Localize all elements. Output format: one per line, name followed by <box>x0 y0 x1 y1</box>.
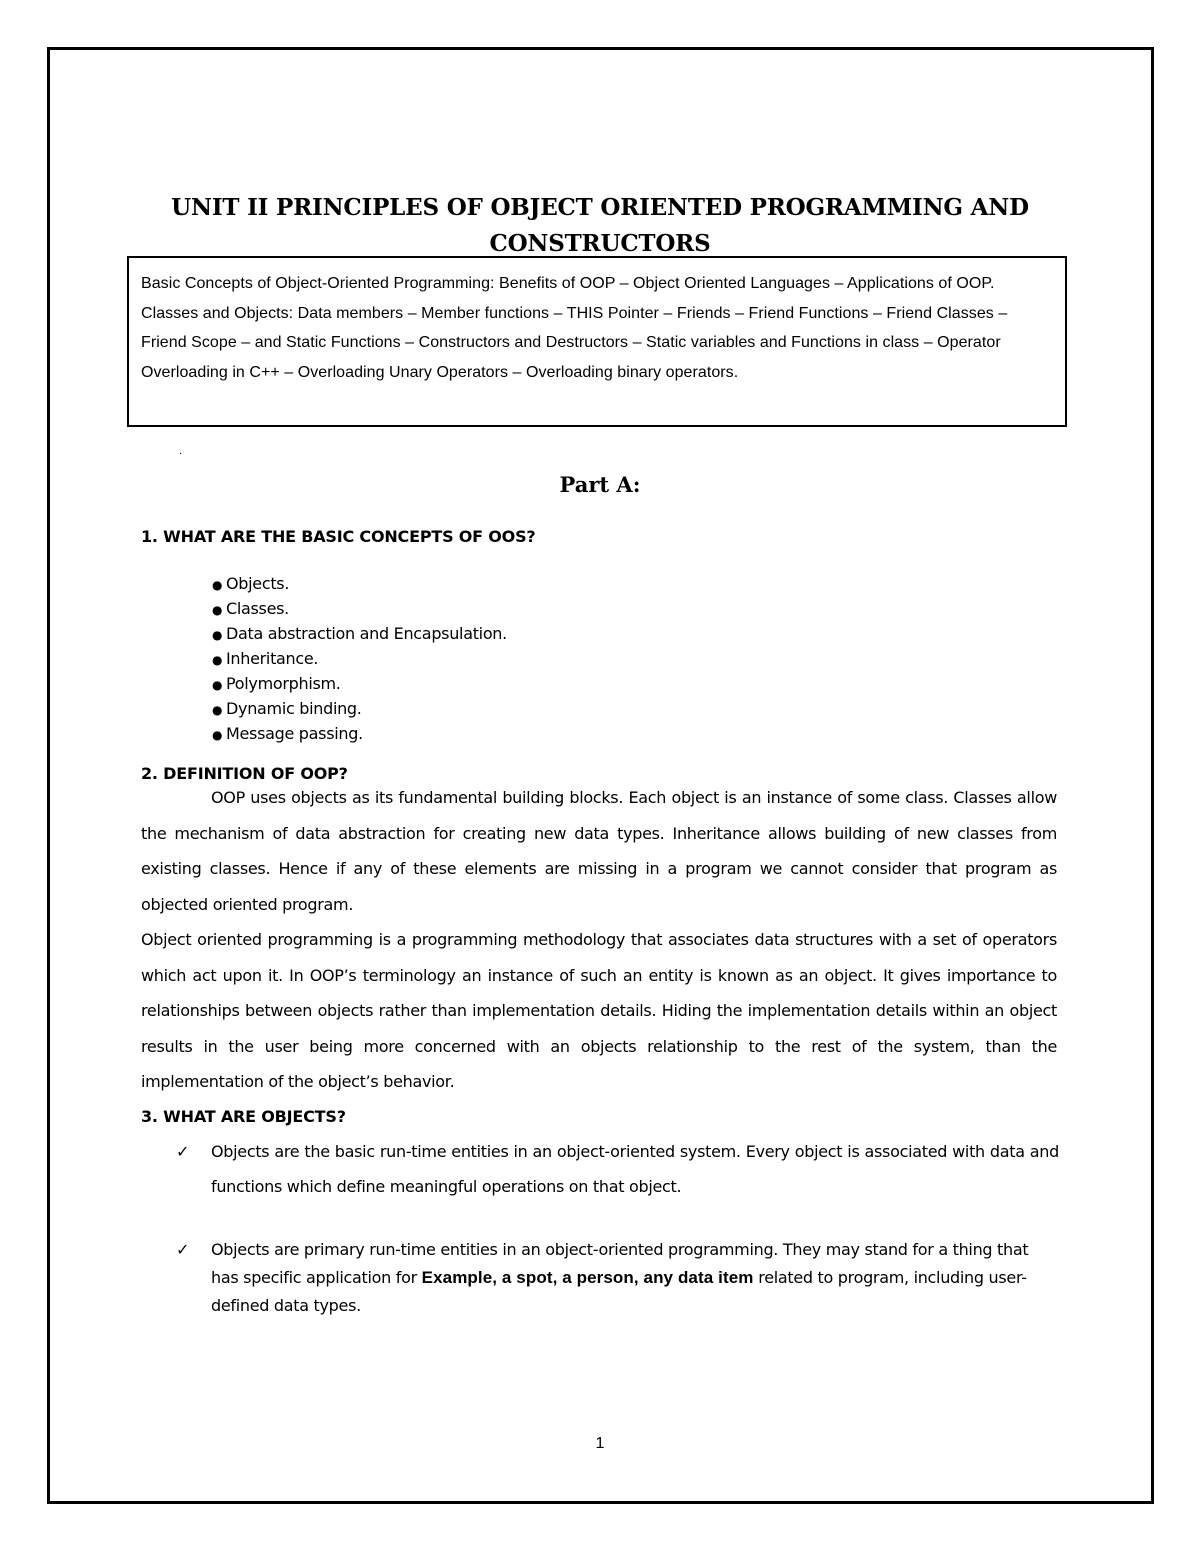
bullet-icon: ● <box>212 603 223 617</box>
bullet-icon: ● <box>212 653 223 667</box>
part-heading: Part A: <box>559 472 641 497</box>
list-item <box>212 647 507 672</box>
list-item-text: Polymorphism. <box>226 674 341 693</box>
question-2-heading: 2. DEFINITION OF OOP? <box>141 764 348 783</box>
bullet-icon: ● <box>212 578 223 592</box>
bullet-icon: ● <box>212 703 223 717</box>
objects-point-2-text-start: Objects are primary run-time entities in an object-oriented programming. They may stand for a thing that has specific application for <box>211 1240 1029 1287</box>
objects-point-2-text-end: related to program, including user-defined data types. <box>211 1268 1027 1315</box>
list-item-text: Data abstraction and Encapsulation. <box>226 624 507 643</box>
bullet-icon: ● <box>212 678 223 692</box>
list-item <box>212 722 507 747</box>
oop-definition-paragraph-1: OOP uses objects as its fundamental building blocks. Each object is an instance of some class. Classes allow the mechanism of data abstraction for creating new data types. Inheritance allows building of new classes from existing classes. Hence if any of these elements are missing in a program we cannot consider that program as objected oriented program. <box>141 788 1057 914</box>
syllabus-box: Basic Concepts of Object-Oriented Programming: Benefits of OOP – Object Oriented Languages – Applications of OOP. Classes and Objects: Data members – Member functions – THIS Pointer – Friends – Friend Functions – Friend Classes – Friend Scope – and Static Functions – Constructors and Destructors – Static variables and Functions in class – Operator Overloading in C++ – Overloading Unary Operators – Overloading binary operators. <box>127 256 1067 427</box>
list-item-text: Objects. <box>226 574 290 593</box>
checkmark-icon: ✓ <box>176 1240 190 1259</box>
objects-point-2-emphasis: Example, a spot, a person, any data item <box>421 1268 754 1287</box>
list-item-text: Message passing. <box>226 724 363 743</box>
oop-definition-paragraph-2: Object oriented programming is a programming methodology that associates data structures with a set of operators which act upon it. In OOP’s terminology an instance of such an entity is known as an object. It gives importance to relationships between objects rather than implementation details. Hiding the implementation details within an object results in the user being more concerned with an objects relationship to the rest of the system, than the implementation of the object’s behavior. <box>141 930 1057 1092</box>
list-item <box>212 597 507 622</box>
list-item <box>212 697 507 722</box>
objects-point-1-text: Objects are the basic run-time entities in an object-oriented system. Every object is associated with data and functions which define meaningful operations on that object. <box>211 1142 1059 1196</box>
list-item <box>212 622 507 647</box>
list-item <box>212 672 507 697</box>
basic-concepts-list <box>212 572 507 747</box>
question-1-heading: 1. WHAT ARE THE BASIC CONCEPTS OF OOS? <box>141 527 536 546</box>
list-item <box>212 572 507 597</box>
list-item-text: Dynamic binding. <box>226 699 362 718</box>
question-3-heading: 3. WHAT ARE OBJECTS? <box>141 1107 346 1126</box>
stray-dot: . <box>179 446 183 457</box>
checkmark-icon: ✓ <box>176 1142 190 1161</box>
unit-title: UNIT II PRINCIPLES OF OBJECT ORIENTED PROGRAMMING AND CONSTRUCTORS <box>171 194 1029 257</box>
list-item-text: Inheritance. <box>226 649 319 668</box>
page-number: 1 <box>595 1435 605 1452</box>
objects-point-2-text <box>211 1236 1059 1320</box>
bullet-icon: ● <box>212 728 223 742</box>
bullet-icon: ● <box>212 628 223 642</box>
list-item-text: Classes. <box>226 599 289 618</box>
